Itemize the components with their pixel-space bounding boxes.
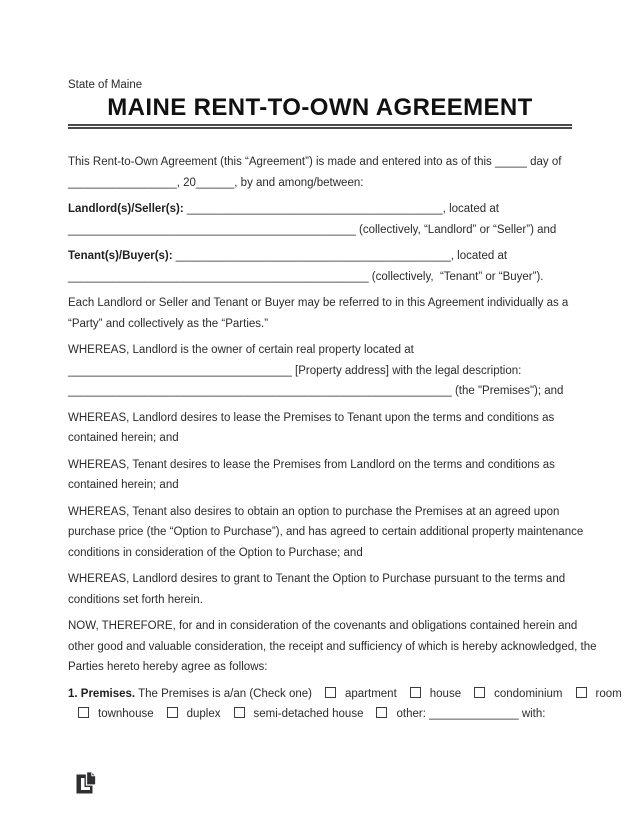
premises-section-heading: 1. Premises. [68,687,136,700]
text-line: Each Landlord or Seller and Tenant or Buyer may be referred to in this Agreement individually as a [68,297,569,309]
text-line: _________________, 20______, by and among/between: [68,176,364,189]
legal-templates-logo [76,771,97,794]
text-line: contained herein; and [68,479,179,491]
premises-option-condominium [474,684,562,705]
checkbox-icon[interactable] [78,707,89,718]
whereas-tenant-lease-paragraph [68,455,572,496]
whereas-landlord-lease-paragraph [68,408,572,449]
landlord-address-blank: _____________________________________________ (collectively, “Landlord” or “Seller”) and [68,223,557,236]
tenant-label: Tenant(s)/Buyer(s): [68,250,173,262]
text-line: conditions in consideration of the Option to Purchase; and [68,546,363,559]
text-line: purchase price (the “Option to Purchase”), and has agreed to certain additional property maintenance [68,526,584,538]
text-line: Parties hereto hereby agree as follows: [68,661,268,673]
whereas-option-paragraph [68,502,584,564]
text-line: WHEREAS, Tenant also desires to obtain an option to purchase the Premises at an agreed upon [68,505,560,518]
checkbox-icon[interactable] [325,687,336,698]
option-label: semi-detached house [253,708,364,720]
tenant-name-blank: ___________________________________________, located at [172,250,508,262]
whereas-owner-paragraph [68,340,572,402]
text-line: conditions set forth herein. [68,593,203,606]
checkbox-icon[interactable] [474,687,485,698]
landlord-name-blank: ________________________________________, located at [183,203,499,215]
option-label: condominium [494,687,563,700]
checkbox-icon[interactable] [167,707,178,718]
tenant-paragraph [68,246,572,287]
premises-lead-text: The Premises is a/an (Check one) [135,687,312,700]
intro-paragraph [68,152,572,193]
text-line: “Party” and collectively as the “Parties.” [68,317,269,330]
tenant-line [68,246,572,267]
text-line: WHEREAS, Tenant desires to lease the Premises from Landlord on the terms and conditions as [68,458,555,471]
checkbox-icon[interactable] [576,687,587,698]
option-label: apartment [344,687,397,700]
option-label: room [595,687,622,700]
checkbox-icon[interactable] [234,707,245,718]
premises-option-townhouse [78,704,154,725]
text-line: WHEREAS, Landlord is the owner of certain real property located at [68,344,414,356]
text-line: WHEREAS, Landlord desires to grant to Tenant the Option to Purchase pursuant to the terms and [68,573,566,585]
other-option-label: other: ______________ with: [396,708,546,720]
premises-options-row2 [68,704,572,725]
whereas-grant-paragraph [68,569,572,610]
option-label: townhouse [98,708,154,720]
landlord-line [68,199,572,220]
option-label: house [429,687,462,700]
legal-description-blank: ____________________________________________________________ (the "Premises"); and [68,385,564,397]
option-label: duplex [186,708,221,720]
now-therefore-paragraph [68,616,597,678]
checkbox-icon[interactable] [376,707,387,718]
premises-option-apartment [325,684,397,705]
landlord-paragraph [68,199,572,240]
text-line: other good and valuable consideration, the receipt and sufficiency of which is hereby acknowledged, the [68,640,597,653]
premises-option-semi-detached [234,704,364,725]
state-label: State of Maine [68,79,143,91]
text-line: This Rent-to-Own Agreement (this “Agreement”) is made and entered into as of this _____ day of [68,156,562,168]
tenant-address-blank: _______________________________________________ (collectively, “Tenant” or “Buyer”). [68,270,544,283]
text-line: NOW, THEREFORE, for and in consideration of the covenants and obligations contained herein and [68,620,578,632]
premises-section [68,684,622,725]
premises-option-other [376,704,545,725]
page-title: MAINE RENT-TO-OWN AGREEMENT [68,94,572,129]
text-line: contained herein; and [68,432,179,444]
property-address-blank: ___________________________________ [Property address] with the legal description: [68,364,522,377]
premises-options-row1 [68,684,622,705]
premises-option-house [410,684,461,705]
legal-templates-logo-icon [76,771,97,794]
premises-option-room [576,684,622,705]
premises-option-duplex [167,704,221,725]
parties-definition-paragraph [68,293,572,334]
text-line: WHEREAS, Landlord desires to lease the Premises to Tenant upon the terms and conditions as [68,411,555,424]
checkbox-icon[interactable] [410,687,421,698]
landlord-label: Landlord(s)/Seller(s): [68,203,184,215]
